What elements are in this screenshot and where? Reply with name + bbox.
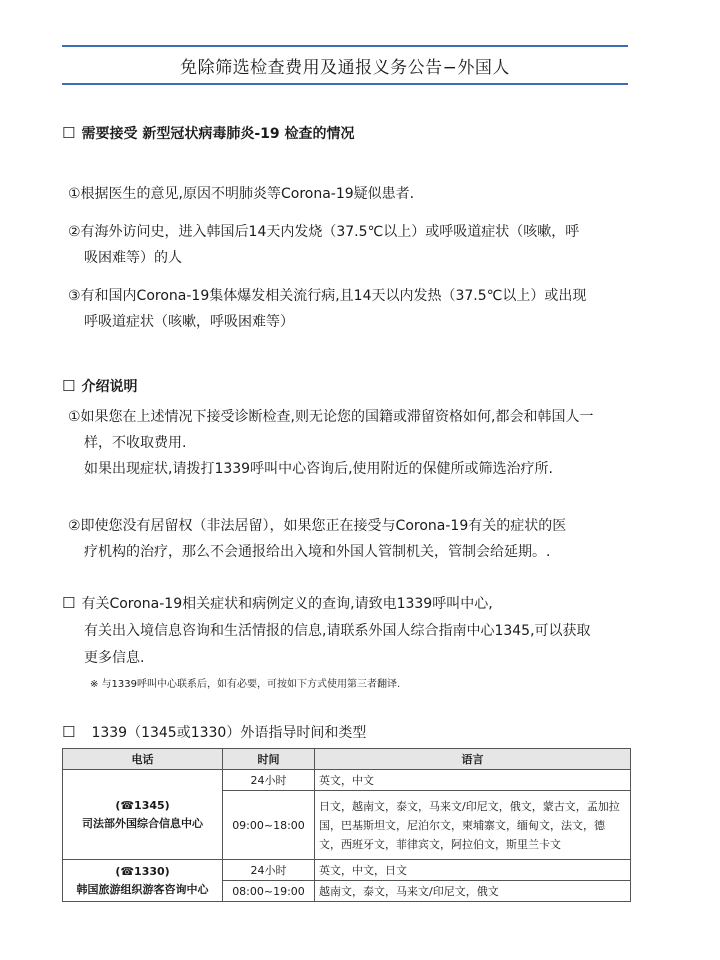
section1-item-1 bbox=[68, 181, 658, 207]
org-cell bbox=[63, 860, 223, 902]
notice-title bbox=[62, 45, 628, 85]
section3-line: 有关Corona-19相关症状和病例定义的查询,请致电1339呼叫中心, bbox=[81, 596, 493, 612]
section3-line: 有关出入境信息咨询和生活情报的信息,请联系外国人综合指南中心1345,可以获取 bbox=[84, 623, 591, 639]
org-phone: (☎1330) bbox=[115, 864, 170, 878]
item-line: ②有海外访问史，进入韩国后14天内发烧（37.5℃以上）或呼吸道症状（咳嗽，呼 bbox=[68, 224, 580, 240]
section3-block bbox=[62, 590, 662, 672]
org-phone: (☎1345) bbox=[115, 798, 170, 812]
item-line: ③有和国内Corona-19集体爆发相关流行病,且14天以内发热（37.5℃以上）或出现 bbox=[68, 288, 587, 304]
section3-note: ※ 与1339呼叫中心联系后，如有必要，可按如下方式使用第三者翻译. bbox=[90, 679, 401, 690]
language-cell: 英文，中文，日文 bbox=[315, 860, 631, 881]
section1-heading-text: 需要接受 新型冠状病毒肺炎-19 检查的情况 bbox=[81, 126, 355, 142]
section2-heading bbox=[62, 376, 137, 396]
time-cell: 09:00~18:00 bbox=[223, 791, 315, 860]
table-header-row bbox=[63, 749, 631, 770]
section2-heading-text: 介绍说明 bbox=[81, 379, 138, 395]
item-line: ②即使您没有居留权（非法居留），如果您正在接受与Corona-19有关的症状的医 bbox=[68, 518, 567, 534]
header-phone: 电话 bbox=[63, 749, 223, 770]
checkbox-icon: ☐ bbox=[62, 594, 76, 612]
item-line: 样，不收取费用. bbox=[84, 435, 187, 451]
time-cell: 08:00~19:00 bbox=[223, 881, 315, 902]
section1-item-2 bbox=[68, 219, 658, 271]
checkbox-icon: ☐ bbox=[62, 124, 76, 142]
language-cell: 英文，中文 bbox=[315, 770, 631, 791]
language-cell: 越南文，泰文，马来文/印尼文，俄文 bbox=[315, 881, 631, 902]
item-line: 吸困难等）的人 bbox=[84, 250, 182, 266]
section4-heading bbox=[62, 719, 366, 747]
item-line: 呼吸道症状（咳嗽，呼吸困难等） bbox=[84, 314, 294, 330]
org-name: 韩国旅游组织游客咨询中心 bbox=[76, 882, 209, 896]
section1-item-3 bbox=[68, 283, 658, 335]
checkbox-icon: ☐ bbox=[62, 377, 76, 395]
section2-item-1 bbox=[68, 404, 658, 482]
checkbox-icon: ☐ bbox=[62, 723, 76, 741]
section2-item-2 bbox=[68, 513, 658, 565]
section1-heading bbox=[62, 123, 355, 143]
header-language: 语言 bbox=[315, 749, 631, 770]
section4-heading-text: 1339（1345或1330）外语指导时间和类型 bbox=[91, 725, 367, 741]
item-line: ①根据医生的意见,原因不明肺炎等Corona-19疑似患者. bbox=[68, 186, 415, 202]
table-row bbox=[63, 860, 631, 881]
language-cell: 日文，越南文，泰文，马来文/印尼文，俄文，蒙古文，孟加拉国，巴基斯坦文，尼泊尔文，柬埔寨文，缅甸文，法文，德文，西班牙文，菲律宾文，阿拉伯文，斯里兰卡文 bbox=[315, 791, 631, 860]
notice-title-text: 免除筛选检查费用及通报义务公告−外国人 bbox=[180, 57, 510, 78]
section3-line: 更多信息. bbox=[84, 650, 145, 666]
org-cell bbox=[63, 770, 223, 860]
item-line: 疗机构的治疗，那么不会通报给出入境和外国人管制机关，管制会给延期。. bbox=[84, 544, 551, 560]
language-guide-table bbox=[62, 748, 631, 902]
item-line: 如果出现症状,请拨打1339呼叫中心咨询后,使用附近的保健所或筛选治疗所. bbox=[84, 461, 553, 477]
org-name: 司法部外国综合信息中心 bbox=[82, 816, 203, 830]
table-row bbox=[63, 770, 631, 791]
time-cell: 24小时 bbox=[223, 860, 315, 881]
item-line: ①如果您在上述情况下接受诊断检查,则无论您的国籍或滞留资格如何,都会和韩国人一 bbox=[68, 409, 594, 425]
time-cell: 24小时 bbox=[223, 770, 315, 791]
header-time: 时间 bbox=[223, 749, 315, 770]
